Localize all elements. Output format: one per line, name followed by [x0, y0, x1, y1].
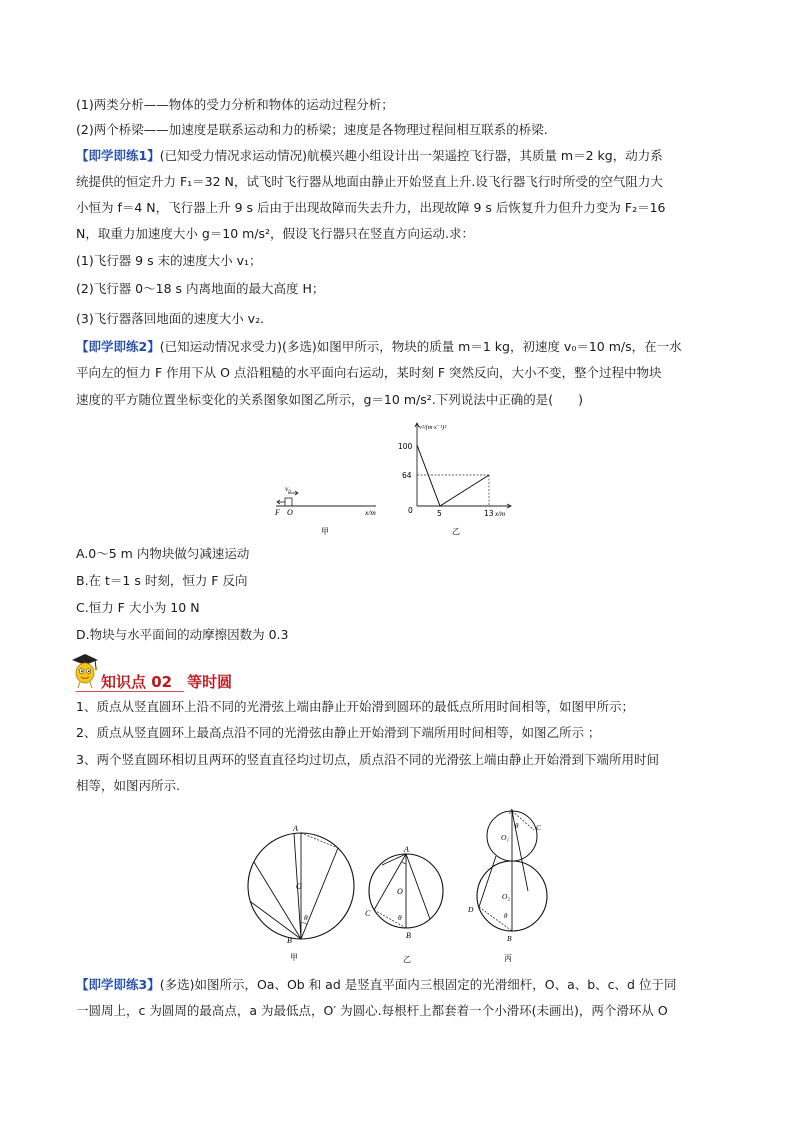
option-b: B.在 t＝1 s 时刻，恒力 F 反向	[76, 573, 248, 588]
kp-para-1: 1、质点从竖直圆环上沿不同的光滑弦上端由静止开始滑到圆环的最低点所用时间相等，如图甲所示；	[76, 699, 634, 714]
mascot-icon	[69, 652, 101, 690]
label-C: C	[365, 909, 371, 918]
exercise-2-line-1	[76, 337, 726, 357]
label-A: A	[509, 807, 514, 816]
label-O1: O₁	[501, 833, 510, 842]
origin-O-label: O	[287, 508, 293, 517]
label-A: A	[293, 824, 298, 833]
exercise-2-line-3: 速度的平方随位置坐标变化的关系图象如图乙所示，g＝10 m/s².下列说法中正确的是( )	[76, 392, 583, 407]
kp-para-3a: 3、两个竖直圆环相切且两环的竖直直径均过切点，质点沿不同的光滑弦上端由静止开始滑到下端所用时间	[76, 752, 659, 767]
tick-64: 64	[402, 471, 412, 480]
exercise-2-text: (已知运动情况求受力)(多选)如图甲所示，物块的质量 m＝1 kg，初速度 v₀＝10 m/s，在一水	[159, 339, 682, 354]
exercise-1-question-1: (1)飞行器 9 s 末的速度大小 v₁；	[76, 253, 262, 268]
title-underline	[76, 691, 184, 692]
option-a: A.0～5 m 内物块做匀减速运动	[76, 546, 250, 561]
option-d: D.物块与水平面间的动摩擦因数为 0.3	[76, 627, 289, 642]
figure-circle-bing	[468, 806, 558, 964]
kp-para-2: 2、质点从竖直圆环上最高点沿不同的光滑弦由静止开始滑到下端所用时间相等，如图乙所示 ；	[76, 725, 601, 740]
label-B: B	[287, 936, 292, 945]
figure-yi-graph	[393, 420, 523, 538]
exercise-3-line-2: 一圆周上，c 为圆周的最高点，a 为最低点，O′ 为圆心.每根杆上都套着一个小滑环(未画出)，两个滑环从 O	[76, 1003, 668, 1018]
exercise-2-tag: 【即学即练2】	[76, 339, 160, 354]
tick-origin: 0	[408, 506, 413, 515]
intro-line-2: (2)两个桥梁——加速度是联系运动和力的桥梁；速度是各物理过程间相互联系的桥梁.	[76, 122, 548, 137]
option-c: C.恒力 F 大小为 10 N	[76, 600, 200, 615]
label-O: O	[397, 887, 403, 896]
x-axis-label: x/m	[495, 510, 506, 518]
v2-curve	[417, 445, 489, 506]
label-theta: θ	[398, 913, 402, 922]
block-shape	[285, 498, 292, 506]
intro-line-1: (1)两类分析——物体的受力分析和物体的运动过程分析；	[76, 97, 394, 112]
figure-caption: 乙	[403, 955, 411, 964]
exercise-3-tag: 【即学即练3】	[76, 977, 160, 992]
label-B: B	[507, 934, 512, 943]
figure-circle-yi	[362, 840, 454, 966]
figure-caption: 丙	[504, 954, 512, 963]
label-theta-top: θ	[515, 822, 519, 830]
exercise-1-tag: 【即学即练1】	[76, 148, 160, 163]
tick-100: 100	[398, 442, 413, 451]
label-A: A	[404, 845, 409, 854]
x-axis-label: x/m	[365, 508, 376, 517]
label-B: B	[406, 931, 411, 940]
v0-label: v₀	[285, 484, 291, 493]
exercise-2-line-2: 平向左的恒力 F 作用下从 O 点沿粗糙的水平面向右运动，某时刻 F 突然反向，大小不变，整个过程中物块	[76, 365, 662, 380]
figure-jia-caption: 甲	[321, 527, 329, 536]
knowledge-point-title	[101, 672, 751, 693]
figure-yi-caption: 乙	[452, 527, 460, 536]
tick-5: 5	[437, 509, 442, 518]
y-axis-label: v²/(m·s⁻¹)²	[419, 424, 447, 431]
force-label: F	[275, 508, 280, 517]
exercise-1-question-2: (2)飞行器 0～18 s 内离地面的最大高度 H；	[76, 281, 325, 296]
exercise-1-line-4: N，取重力加速度大小 g＝10 m/s²，假设飞行器只在竖直方向运动.求：	[76, 226, 475, 241]
tick-13: 13	[484, 509, 494, 518]
exercise-1-line-2: 统提供的恒定升力 F₁＝32 N，试飞时飞行器从地面由静止开始竖直上升.设飞行器飞行时所受的空气阻力大	[76, 174, 663, 189]
exercise-3-text: (多选)如图所示，Oa、Ob 和 ad 是竖直平面内三根固定的光滑细杆，O、a、b、c、d 位于同	[159, 977, 677, 992]
kp-para-3b: 相等，如图丙所示.	[76, 778, 180, 793]
exercise-1-question-3: (3)飞行器落回地面的速度大小 v₂.	[76, 311, 265, 326]
exercise-1-line-1	[76, 146, 726, 166]
figure-circle-jia	[243, 822, 363, 964]
exercise-3-line-1	[76, 975, 726, 995]
knowledge-point-title-text: 知识点 02 等时圆	[101, 673, 233, 691]
figure-jia-block	[268, 480, 380, 536]
label-O2: O₂	[502, 892, 511, 901]
figure-caption: 甲	[290, 953, 298, 962]
label-theta: θ	[304, 913, 308, 922]
exercise-1-line-3: 小恒为 f＝4 N，飞行器上升 9 s 后由于出现故障而失去升力，出现故障 9 s 后恢复升力但升力变为 F₂＝16	[76, 200, 666, 215]
exercise-1-text: (已知受力情况求运动情况)航模兴趣小组设计出一架遥控飞行器，其质量 m＝2 kg，动力系	[159, 148, 663, 163]
label-theta-bottom: θ	[504, 912, 508, 920]
label-D: D	[468, 905, 474, 914]
label-O: O	[296, 882, 302, 891]
label-C: C	[536, 823, 542, 832]
